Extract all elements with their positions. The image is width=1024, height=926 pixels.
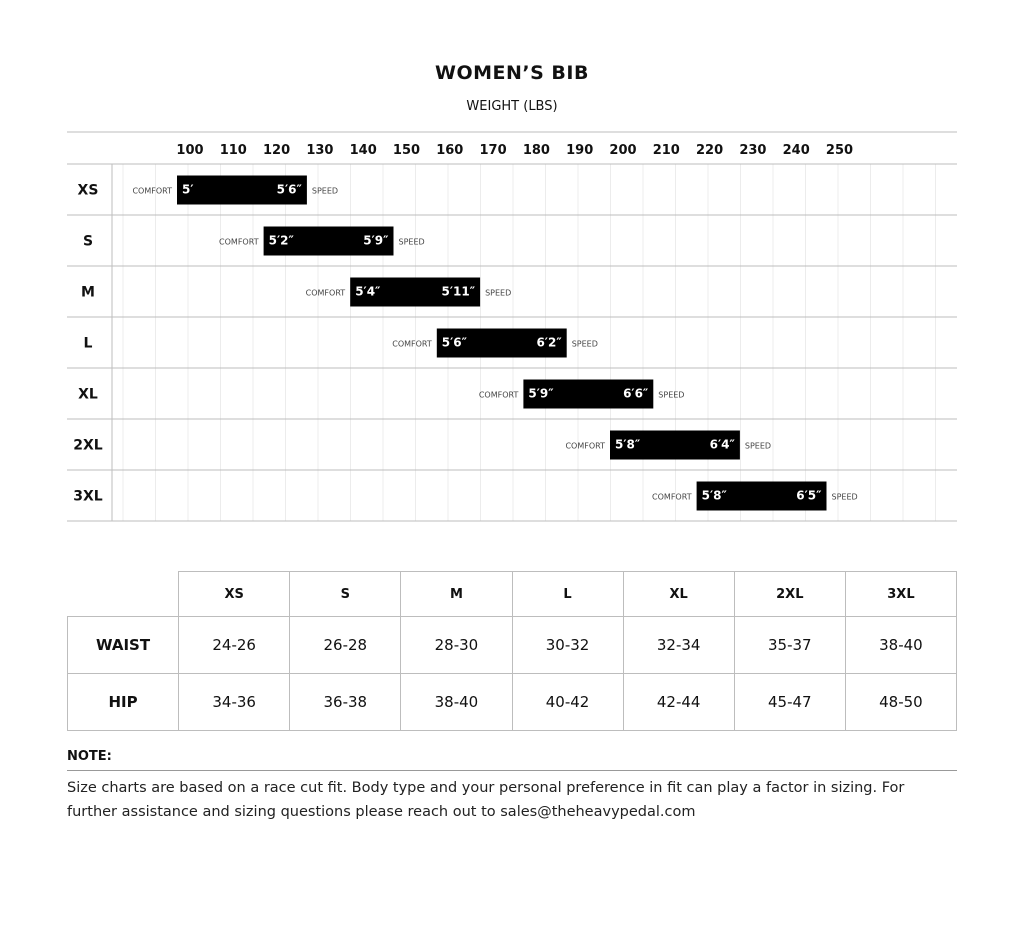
height-min-label: 5′8″ (615, 437, 641, 452)
measurement-header-row (68, 572, 957, 617)
comfort-tag: COMFORT (478, 390, 519, 400)
table-cell: 42-44 (623, 674, 734, 731)
x-tick-label: 110 (219, 143, 247, 158)
header-size: L (512, 572, 623, 617)
table-cell: 30-32 (512, 617, 623, 674)
x-tick-label: 100 (176, 143, 204, 158)
note-text: Size charts are based on a race cut fit. Body type and your personal preference in fit can play a factor in sizing. For further assistance and sizing questions please reach out to sales@theheavypedal.com (67, 780, 905, 820)
header-size: XL (623, 572, 734, 617)
table-cell: 26-28 (290, 617, 401, 674)
measurement-table (67, 571, 957, 731)
table-cell: 32-34 (623, 617, 734, 674)
header-size: M (401, 572, 512, 617)
table-cell: 38-40 (845, 617, 956, 674)
speed-tag: SPEED (571, 339, 598, 349)
comfort-tag: COMFORT (565, 441, 605, 451)
table-cell: 34-36 (179, 674, 290, 731)
x-tick-label: 200 (609, 143, 637, 158)
height-min-label: 5′9″ (528, 386, 554, 401)
x-tick-label: 220 (696, 143, 724, 158)
x-axis-label: WEIGHT (LBS) (466, 99, 558, 114)
x-tick-label: 230 (739, 143, 767, 158)
height-max-label: 5′11″ (441, 284, 476, 299)
chart-title: WOMEN’S BIB (435, 62, 589, 84)
speed-tag: SPEED (831, 492, 858, 502)
height-min-label: 5′4″ (355, 284, 381, 299)
table-row-waist (68, 617, 957, 674)
header-size: 3XL (845, 572, 956, 617)
size-label: XS (77, 182, 99, 199)
header-size: S (290, 572, 401, 617)
speed-tag: SPEED (658, 390, 685, 400)
table-cell: 28-30 (401, 617, 512, 674)
table-row-hip (68, 674, 957, 731)
height-max-label: 6′5″ (796, 488, 822, 503)
comfort-tag: COMFORT (392, 339, 432, 349)
comfort-tag: COMFORT (652, 492, 692, 502)
note-divider (67, 770, 957, 771)
table-cell: 38-40 (401, 674, 512, 731)
height-max-label: 6′4″ (709, 437, 735, 452)
x-tick-label: 150 (392, 143, 421, 158)
x-tick-label: 190 (566, 143, 594, 158)
size-label: L (83, 335, 93, 352)
table-cell: 24-26 (179, 617, 290, 674)
x-tick-label: 170 (479, 143, 507, 158)
speed-tag: SPEED (398, 237, 425, 247)
size-label: 2XL (73, 437, 103, 454)
header-size: 2XL (734, 572, 845, 617)
height-max-label: 6′6″ (623, 386, 649, 401)
size-label: XL (78, 386, 98, 403)
table-cell: 40-42 (512, 674, 623, 731)
header-blank-cell (68, 572, 179, 617)
x-tick-label: 120 (263, 143, 291, 158)
x-tick-label: 160 (436, 143, 464, 158)
table-cell: 36-38 (290, 674, 401, 731)
table-cell: 35-37 (734, 617, 845, 674)
size-label: 3XL (73, 488, 103, 505)
comfort-tag: COMFORT (132, 186, 172, 196)
height-max-label: 6′2″ (536, 335, 562, 350)
size-label: M (81, 284, 95, 301)
x-tick-label: 240 (782, 143, 810, 158)
height-min-label: 5′2″ (268, 233, 294, 248)
height-max-label: 5′6″ (276, 182, 302, 197)
speed-tag: SPEED (744, 441, 772, 451)
comfort-tag: COMFORT (219, 237, 259, 247)
height-max-label: 5′9″ (363, 233, 389, 248)
header-size: XS (179, 572, 290, 617)
table-cell: 48-50 (845, 674, 956, 731)
table-cell: 45-47 (734, 674, 845, 731)
speed-tag: SPEED (311, 186, 339, 196)
x-tick-label: 210 (652, 143, 680, 158)
row-label: WAIST (68, 617, 179, 674)
x-tick-label: 140 (349, 143, 377, 158)
size-label: S (82, 233, 94, 250)
height-min-label: 5′ (182, 182, 194, 197)
x-tick-label: 180 (522, 143, 550, 158)
note-title: NOTE: (67, 749, 112, 764)
row-label: HIP (68, 674, 179, 731)
height-min-label: 5′6″ (441, 335, 468, 350)
x-tick-label: 250 (825, 143, 854, 158)
comfort-tag: COMFORT (305, 288, 346, 298)
x-tick-label: 130 (306, 143, 334, 158)
speed-tag: SPEED (485, 288, 512, 298)
height-min-label: 5′8″ (701, 488, 727, 503)
